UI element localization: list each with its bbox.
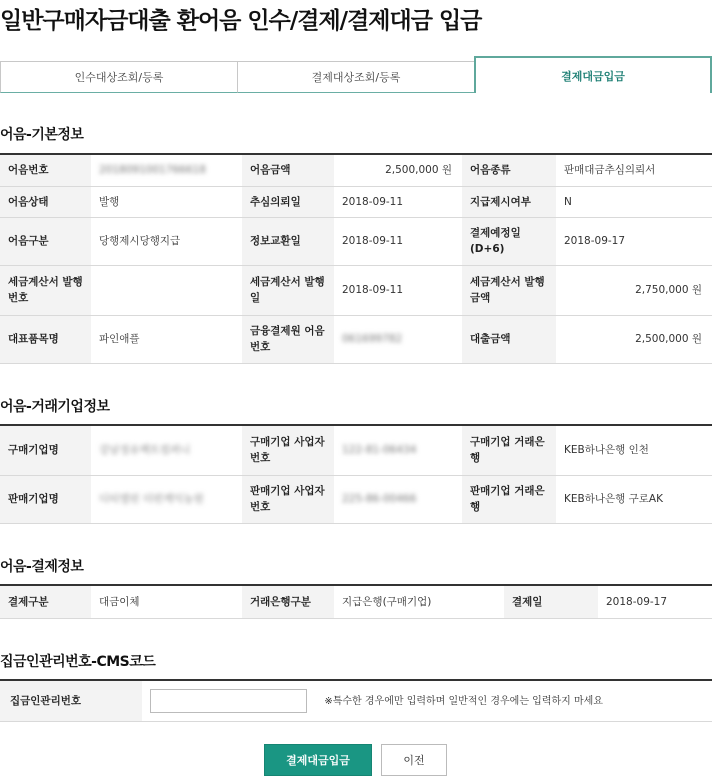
- value-buyer-bank: KEB하나은행 인천: [556, 425, 712, 475]
- payment-info-table: [0, 584, 712, 619]
- value-bill-number: [91, 154, 242, 186]
- tab-acceptance[interactable]: 인수대상조회/등록: [0, 61, 238, 93]
- label-bill-type: 어음종류: [462, 154, 556, 186]
- basic-info-table: [0, 153, 712, 364]
- table-row: [0, 186, 712, 217]
- cms-note: ※특수한 경우에만 입력하며 일반적인 경우에는 입력하지 마세요: [324, 696, 603, 708]
- table-row: [0, 585, 712, 618]
- label-bill-category: 어음구분: [0, 217, 91, 265]
- table-row: [0, 217, 712, 265]
- value-seller-biz-number: [334, 475, 462, 523]
- tab-payment-deposit[interactable]: 결제대금입금: [474, 56, 712, 93]
- label-loan-amount: 대출금액: [462, 315, 556, 363]
- label-kftc-bill-number: 금융결제원 어음번호: [242, 315, 334, 363]
- label-seller-name: 판매기업명: [0, 475, 91, 523]
- label-tax-invoice-amount: 세금계산서 발행금액: [462, 265, 556, 315]
- value-main-item: 파인애플: [91, 315, 242, 363]
- label-tax-invoice-number: 세금계산서 발행번호: [0, 265, 91, 315]
- value-presentation-flag: N: [556, 186, 712, 217]
- table-row: [0, 265, 712, 315]
- value-bill-status: 발행: [91, 186, 242, 217]
- value-buyer-name: [91, 425, 242, 475]
- section-title-cms: 집금인관리번호-CMS코드: [0, 654, 156, 670]
- value-tax-invoice-date: 2018-09-11: [334, 265, 462, 315]
- label-tax-invoice-date: 세금계산서 발행일: [242, 265, 334, 315]
- value-seller-name: [91, 475, 242, 523]
- label-bill-status: 어음상태: [0, 186, 91, 217]
- masked-kftc-bill-number: 061699782: [342, 333, 403, 345]
- table-row: [0, 315, 712, 363]
- table-row: [0, 680, 712, 721]
- masked-buyer-biz-number: 122-81-06434: [342, 444, 417, 457]
- trade-info-table: [0, 424, 712, 524]
- value-bill-amount: 2,500,000 원: [334, 154, 462, 186]
- label-buyer-biz-number: 구매기업 사업자번호: [242, 425, 334, 475]
- masked-seller-biz-number: 225-86-00466: [342, 493, 417, 505]
- value-exchange-date: 2018-09-11: [334, 217, 462, 265]
- submit-payment-button[interactable]: 결제대금입금: [264, 744, 372, 776]
- value-bank-type: 지급은행(구매기업): [334, 585, 504, 618]
- value-seller-bank: KEB하나은행 구로AK: [556, 475, 712, 523]
- label-payment-date: 결제일: [504, 585, 598, 618]
- prev-button[interactable]: 이전: [381, 744, 447, 776]
- label-buyer-bank: 구매기업 거래은행: [462, 425, 556, 475]
- label-payment-type: 결제구분: [0, 585, 91, 618]
- label-main-item: 대표품목명: [0, 315, 91, 363]
- label-buyer-name: 구매기업명: [0, 425, 91, 475]
- label-settlement-due-date: 결제예정일 (D+6): [462, 217, 556, 265]
- value-kftc-bill-number: [334, 315, 462, 363]
- value-payment-date: 2018-09-17: [598, 585, 712, 618]
- label-seller-biz-number: 판매기업 사업자번호: [242, 475, 334, 523]
- label-bill-amount: 어음금액: [242, 154, 334, 186]
- table-row: [0, 154, 712, 186]
- masked-seller-name: 디티엘린 더펀케익농원: [99, 493, 204, 505]
- value-buyer-biz-number: [334, 425, 462, 475]
- collector-number-input[interactable]: [150, 689, 307, 713]
- tab-bar: [0, 56, 712, 93]
- value-tax-invoice-number: [91, 265, 242, 315]
- value-tax-invoice-amount: 2,750,000 원: [556, 265, 712, 315]
- cms-table: [0, 679, 712, 722]
- masked-buyer-name: 강남정유팩트컴퍼니: [99, 444, 191, 457]
- page-title: 일반구매자금대출 환어음 인수/결제/결제대금 입금: [0, 8, 482, 34]
- label-collector-number: 집금인관리번호: [0, 680, 142, 721]
- value-collection-date: 2018-09-11: [334, 186, 462, 217]
- value-bill-type: 판매대금추심의뢰서: [556, 154, 712, 186]
- label-bank-type: 거래은행구분: [242, 585, 334, 618]
- cms-input-cell: [142, 680, 712, 721]
- value-bill-category: 당행제시당행지급: [91, 217, 242, 265]
- tab-settlement[interactable]: 결제대상조회/등록: [237, 61, 475, 93]
- section-title-trade: 어음-거래기업정보: [0, 399, 110, 415]
- masked-bill-number: 2018091001766618: [99, 164, 206, 177]
- label-collection-date: 추심의뢰일: [242, 186, 334, 217]
- section-title-payment: 어음-결제정보: [0, 559, 84, 575]
- value-settlement-due-date: 2018-09-17: [556, 217, 712, 265]
- value-payment-type: 대금이체: [91, 585, 242, 618]
- label-exchange-date: 정보교환일: [242, 217, 334, 265]
- value-loan-amount: 2,500,000 원: [556, 315, 712, 363]
- label-bill-number: 어음번호: [0, 154, 91, 186]
- section-title-basic: 어음-기본정보: [0, 127, 84, 143]
- label-seller-bank: 판매기업 거래은행: [462, 475, 556, 523]
- label-presentation-flag: 지급제시여부: [462, 186, 556, 217]
- table-row: [0, 425, 712, 475]
- table-row: [0, 475, 712, 523]
